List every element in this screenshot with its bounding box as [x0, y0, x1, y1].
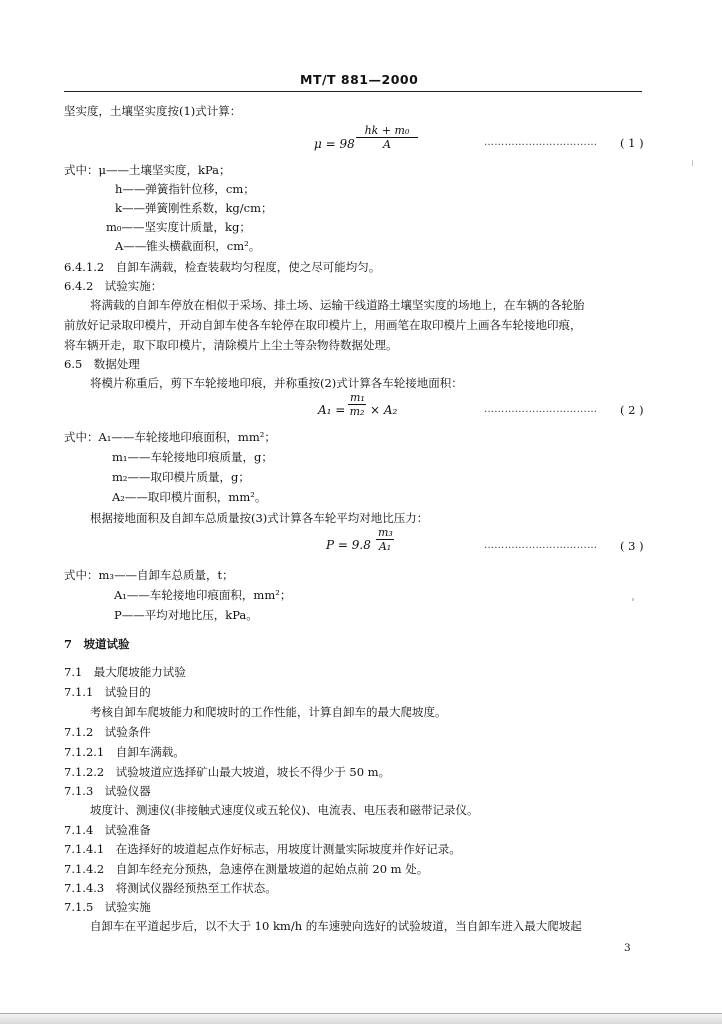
- paragraph-line: 前放好记录取印模片，开动自卸车使各车轮停在取印模片上，用画笔在取印模片上画各车轮接地印痕，: [64, 318, 582, 332]
- where-line: A——锥头横截面积，cm²。: [115, 239, 261, 253]
- paragraph-line: 坡度计、测速仪(非接触式速度仪或五轮仪)、电流表、电压表和磁带记录仪。: [90, 803, 479, 817]
- paragraph-line: 自卸车在平道起步后，以不大于 10 km/h 的车速驶向选好的试验坡道，当自卸车进入最大爬坡起: [90, 919, 582, 933]
- where-line: m₀——坚实度计质量，kg；: [106, 220, 251, 234]
- where-line: P——平均对地比压，kPa。: [114, 608, 258, 622]
- equation-1-denominator: A: [383, 138, 391, 151]
- paragraph-line: 考核自卸车爬坡能力和爬坡时的工作性能，计算自卸车的最大爬坡度。: [90, 705, 447, 719]
- equation-3-fraction: [376, 526, 394, 553]
- equation-2-lhs: A₁ =: [318, 403, 346, 417]
- equation-1-numerator: hk + m₀: [356, 124, 418, 138]
- equation-1-fraction: [356, 124, 418, 151]
- equation-2-fraction: [348, 391, 366, 418]
- scan-speck: [692, 160, 693, 166]
- where-line: 式中：A₁——车轮接地印痕面积，mm²；: [64, 430, 276, 444]
- equation-3-lhs: P = 9.8: [326, 538, 371, 552]
- paragraph-line: 坚实度，土壤坚实度按(1)式计算：: [64, 104, 242, 118]
- equation-1-leader-dots: ……………………………: [484, 137, 598, 148]
- clause-heading: 7.1.2 试验条件: [64, 725, 151, 739]
- clause-heading: 6.5 数据处理: [64, 357, 140, 371]
- equation-1-number: ( 1 ): [620, 136, 644, 150]
- clause-heading: 7.1.5 试验实施: [64, 900, 151, 914]
- equation-2-denominator: m₂: [349, 405, 365, 418]
- equation-2-rhs: × A₂: [370, 403, 398, 417]
- where-line: 式中：m₃——自卸车总质量，t；: [64, 568, 234, 582]
- clause-line: 7.1.4.2 自卸车经充分预热，急速停在测量坡道的起始点前 20 m 处。: [64, 862, 429, 876]
- page-number: 3: [624, 942, 631, 954]
- where-line: A₂——取印模片面积，mm²。: [112, 490, 267, 504]
- clause-line: 7.1.2.1 自卸车满载。: [64, 745, 185, 759]
- equation-3-numerator: m₃: [378, 526, 393, 539]
- clause-line: 7.1.2.2 试验坡道应选择矿山最大坡道，坡长不得少于 50 m。: [64, 765, 391, 779]
- paragraph-line: 将模片称重后，剪下车轮接地印痕，并称重按(2)式计算各车轮接地面积：: [90, 376, 463, 390]
- where-line: m₁——车轮接地印痕质量，g；: [112, 450, 273, 464]
- where-line: h——弹簧指针位移，cm；: [115, 182, 255, 196]
- clause-heading: 7.1.3 试验仪器: [64, 784, 151, 798]
- clause-heading: 7.1 最大爬坡能力试验: [64, 665, 186, 679]
- clause-heading: 6.4.2 试验实施：: [64, 279, 163, 293]
- where-line: A₁——车轮接地印痕面积，mm²；: [114, 588, 292, 602]
- header-rule: [64, 91, 642, 92]
- section-heading: 7 坡道试验: [64, 637, 130, 651]
- clause-heading: 7.1.4 试验准备: [64, 823, 151, 837]
- standard-code-header: MT/T 881—2000: [300, 72, 419, 87]
- scan-edge-shadow: [0, 1014, 722, 1024]
- where-line: m₂——取印模片质量，g；: [112, 470, 250, 484]
- equation-2-numerator: m₁: [350, 391, 365, 404]
- where-line: k——弹簧刚性系数，kg/cm；: [115, 201, 273, 215]
- equation-3-number: ( 3 ): [620, 539, 644, 553]
- equation-3-denominator: A₁: [378, 540, 392, 553]
- where-line: 式中：μ——土壤坚实度，kPa；: [64, 163, 231, 177]
- clause-heading: 7.1.1 试验目的: [64, 685, 151, 699]
- equation-2-leader-dots: ……………………………: [484, 404, 598, 415]
- clause-line: 7.1.4.3 将测试仪器经预热至工作状态。: [64, 881, 277, 895]
- clause-line: 6.4.1.2 自卸车满载，检查装载均匀程度，使之尽可能均匀。: [64, 260, 381, 274]
- paragraph-line: 将满载的自卸车停放在相似于采场、排土场、运输干线道路土壤坚实度的场地上，在车辆的各轮胎: [90, 298, 585, 312]
- scan-speck: [632, 598, 634, 601]
- paragraph-line: 根据接地面积及自卸车总质量按(3)式计算各车轮平均对地比压力：: [90, 511, 429, 525]
- equation-3-leader-dots: ……………………………: [484, 540, 598, 551]
- equation-1-lhs: μ = 98: [314, 137, 355, 151]
- paragraph-line: 将车辆开走，取下取印模片，清除模片上尘土等杂物待数据处理。: [64, 338, 398, 352]
- clause-line: 7.1.4.1 在选择好的坡道起点作好标志，用坡度计测量实际坡度并作好记录。: [64, 842, 461, 856]
- equation-2-number: ( 2 ): [620, 403, 644, 417]
